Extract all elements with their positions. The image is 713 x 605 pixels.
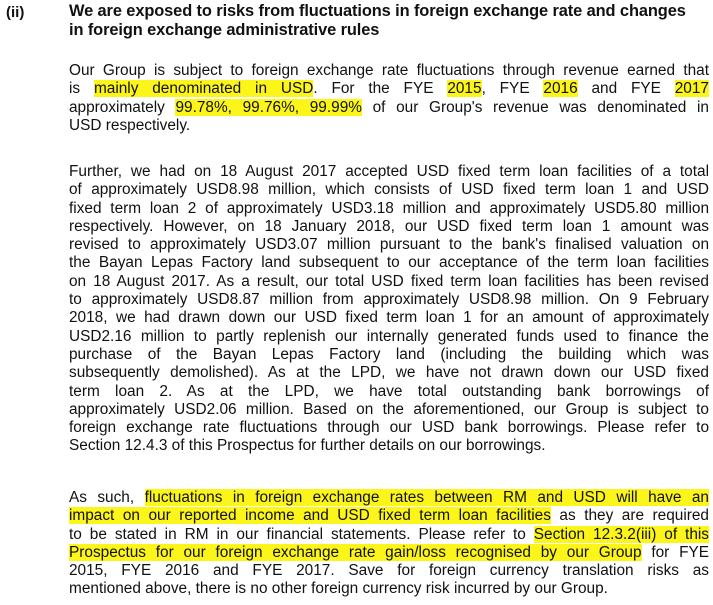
text-run: mentioned above, there is no other foreign currency risk incurred by our Group. <box>69 580 608 598</box>
paragraph-line: revised to approximately USD3.07 million pursuant to the bank's finalised valuation on <box>69 236 709 254</box>
highlighted-text: fluctuations in foreign exchange rates between RM and USD will have an <box>144 489 709 506</box>
text-run: Our Group is subject to foreign exchange rate fluctuations through revenue earned that <box>69 62 709 79</box>
text-run: USD respectively. <box>69 116 191 134</box>
heading-line-1: We are exposed to risks from fluctuations in foreign exchange rate and changes <box>69 2 686 20</box>
paragraph-line: of approximately USD8.98 million, which consists of USD fixed term loan 1 and USD <box>69 181 709 199</box>
paragraph-line <box>69 489 709 507</box>
highlighted-text: 2015 <box>447 80 482 98</box>
paragraph-revenue-denomination <box>69 62 709 135</box>
highlighted-text: 2016 <box>543 80 578 98</box>
paragraph-loan-facilities <box>69 163 709 456</box>
heading-line-2: in foreign exchange administrative rules <box>69 21 380 39</box>
paragraph-line: approximately USD2.06 million. Based on the aforementioned, our Group is subject to <box>69 400 709 418</box>
text-run: for FYE <box>641 543 709 561</box>
highlighted-text: Prospectus for our foreign exchange rate gain/loss recognised by our Group <box>69 543 642 561</box>
section-heading <box>69 2 709 40</box>
paragraph-line <box>69 99 709 117</box>
highlighted-text: 99.78%, 99.76%, 99.99% <box>175 98 362 116</box>
text-run: as they are required <box>550 507 709 525</box>
paragraph-line <box>69 507 709 525</box>
paragraph-line <box>69 80 709 98</box>
highlighted-text: Section 12.3.2(iii) of this <box>533 525 710 543</box>
text-run: of our Group's revenue was denominated in <box>361 98 709 116</box>
text-run: , FYE <box>481 80 544 98</box>
text-run: As such, <box>69 489 145 506</box>
paragraph-line: the Bayan Lepas Factory land subsequent to our acceptance of the term loan facilities <box>69 254 709 272</box>
paragraph-line: on 18 August 2017. As a result, our total USD fixed term loan facilities has been revised <box>69 272 709 290</box>
highlighted-text: 2017 <box>674 80 709 98</box>
highlighted-text: mainly denominated in USD <box>93 80 314 98</box>
paragraph-line <box>69 62 709 80</box>
text-run: is <box>69 80 94 98</box>
paragraph-line: term loan 2. As at the LPD, we have total outstanding bank borrowings of <box>69 382 709 400</box>
paragraph-line: purchase of the Bayan Lepas Factory land (including the building which was <box>69 345 709 363</box>
paragraph-line <box>69 562 709 580</box>
paragraph-line <box>69 117 709 135</box>
text-run: . For the FYE <box>313 80 448 98</box>
text-run: 2015, FYE 2016 and FYE 2017. Save for foreign currency translation risks as <box>69 562 709 580</box>
paragraph-line <box>69 526 709 544</box>
paragraph-line: foreign exchange rate fluctuations through our USD bank borrowings. Please refer to <box>69 419 709 437</box>
paragraph-line: fixed term loan 2 of approximately USD3.18 million and approximately USD5.80 million <box>69 199 709 217</box>
paragraph-line: respectively. However, on 18 January 2018, our USD fixed term loan 1 amount was <box>69 217 709 235</box>
paragraph-line: Section 12.4.3 of this Prospectus for further details on our borrowings. <box>69 437 546 455</box>
paragraph-line <box>69 544 709 562</box>
highlighted-text: impact on our reported income and USD fixed term loan facilities <box>69 507 551 525</box>
paragraph-line: subsequently demolished). As at the LPD, we have not drawn down our USD fixed <box>69 364 709 382</box>
paragraph-line <box>69 580 709 598</box>
paragraph-line: USD2.16 million to partly replenish our internally generated funds used to finance the <box>69 327 709 345</box>
paragraph-line: Further, we had on 18 August 2017 accepted USD fixed term loan facilities of a total <box>69 163 709 180</box>
text-run: and FYE <box>577 80 675 98</box>
paragraph-exchange-impact <box>69 489 709 599</box>
text-run: approximately <box>69 98 176 116</box>
section-number: (ii) <box>6 4 25 21</box>
paragraph-line: 2018, we had drawn down our USD fixed term loan 1 for an amount of approximately <box>69 309 709 327</box>
paragraph-line: to approximately USD8.87 million from approximately USD8.98 million. On 9 February <box>69 291 709 309</box>
text-run: to be stated in RM in our financial statements. Please refer to <box>69 525 534 543</box>
